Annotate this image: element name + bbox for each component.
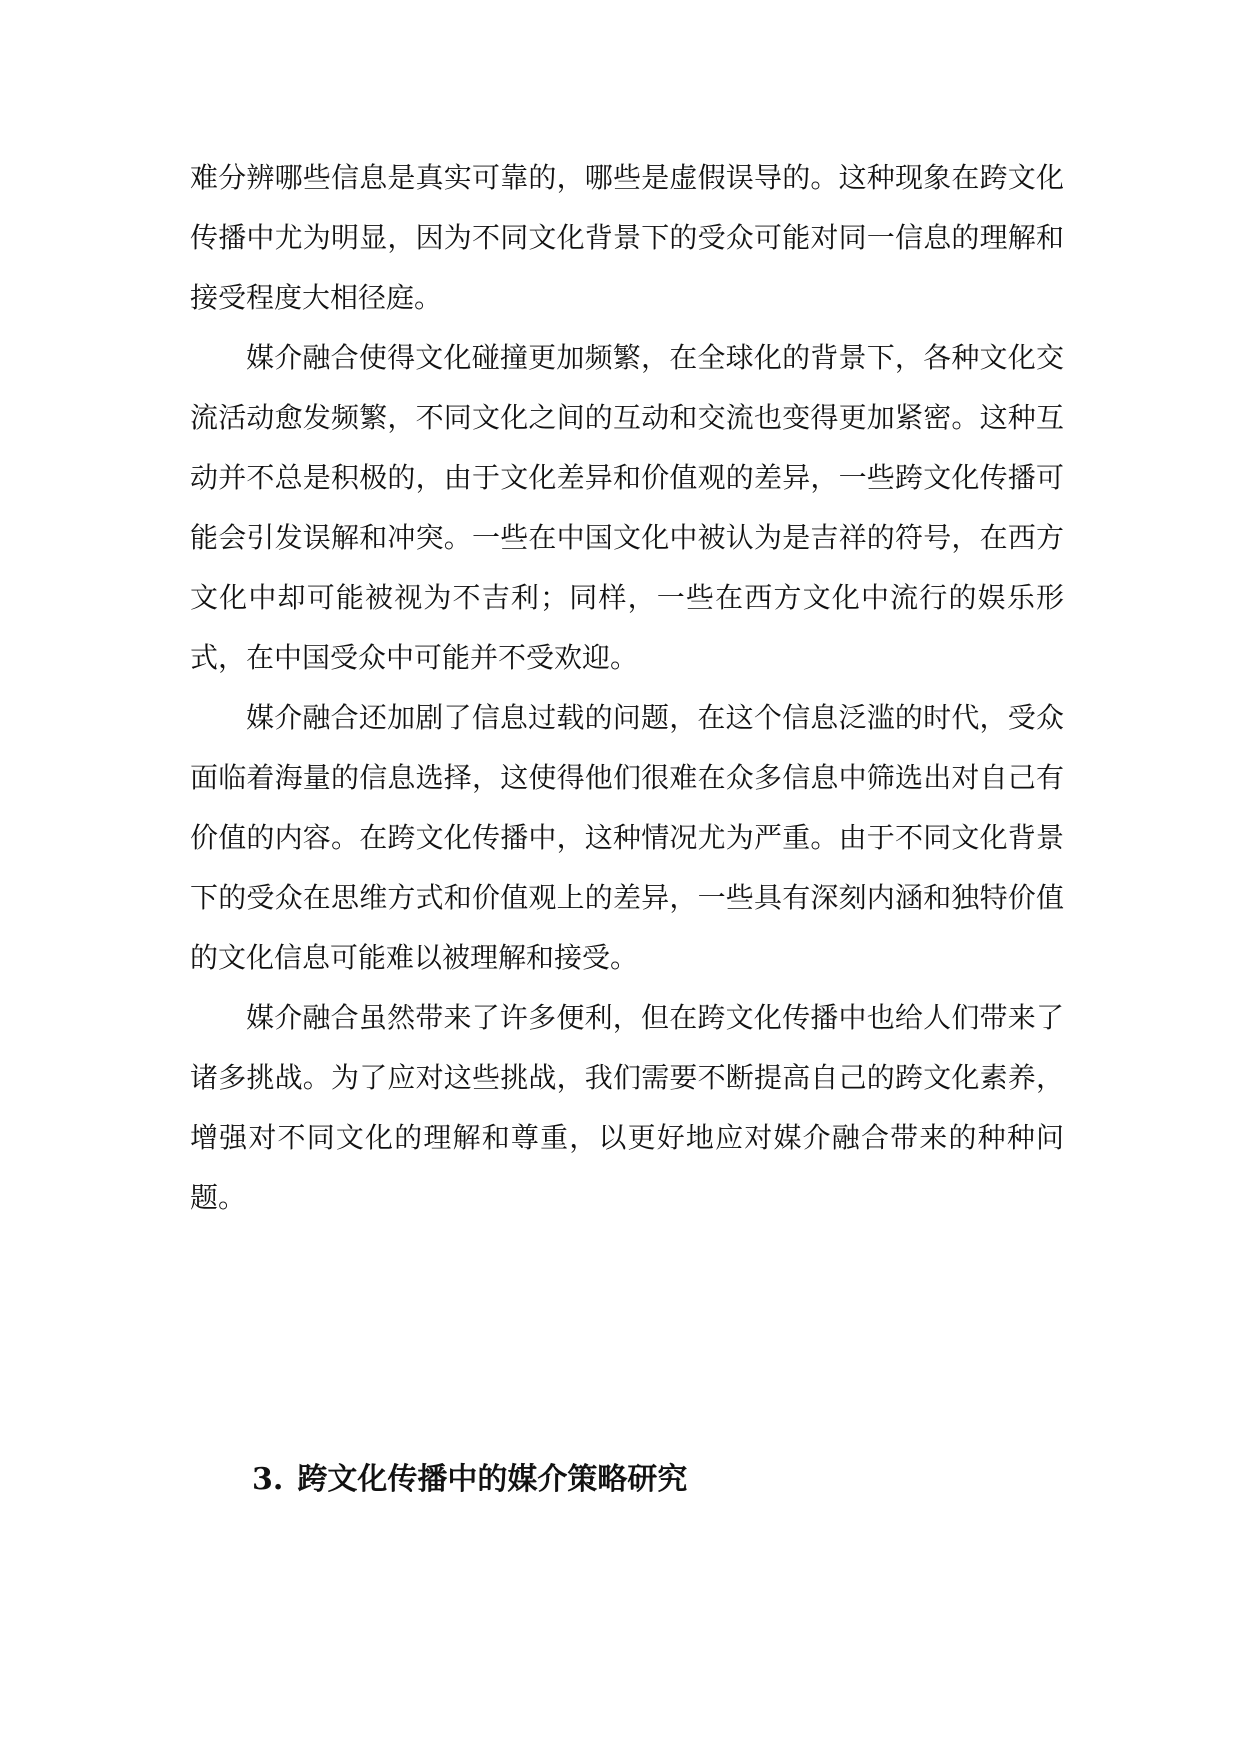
paragraph-3: 媒介融合还加剧了信息过载的问题，在这个信息泛滥的时代，受众面临着海量的信息选择，这使得他们很难在众多信息中筛选出对自己有价值的内容。在跨文化传播中，这种情况尤为严重。由于不同文化背景下的受众在思维方式和价值观上的差异，一些具有深刻内涵和独特价值的文化信息可能难以被理解和接受。 [190, 701, 1064, 974]
body-text [190, 148, 1064, 1228]
section-heading [252, 1456, 687, 1504]
paragraph-4: 媒介融合虽然带来了许多便利，但在跨文化传播中也给人们带来了诸多挑战。为了应对这些挑战，我们需要不断提高自己的跨文化素养，增强对不同文化的理解和尊重，以更好地应对媒介融合带来的种种问题。 [190, 1001, 1064, 1214]
section-title: 跨文化传播中的媒介策略研究 [297, 1462, 688, 1497]
section-number: 3. [252, 1462, 284, 1497]
paragraph-1: 难分辨哪些信息是真实可靠的，哪些是虚假误导的。这种现象在跨文化传播中尤为明显，因为不同文化背景下的受众可能对同一信息的理解和接受程度大相径庭。 [190, 161, 1064, 314]
paragraph-2: 媒介融合使得文化碰撞更加频繁，在全球化的背景下，各种文化交流活动愈发频繁，不同文化之间的互动和交流也变得更加紧密。这种互动并不总是积极的，由于文化差异和价值观的差异，一些跨文化传播可能会引发误解和冲突。一些在中国文化中被认为是吉祥的符号，在西方文化中却可能被视为不吉利；同样，一些在西方文化中流行的娱乐形式，在中国受众中可能并不受欢迎。 [190, 341, 1064, 674]
